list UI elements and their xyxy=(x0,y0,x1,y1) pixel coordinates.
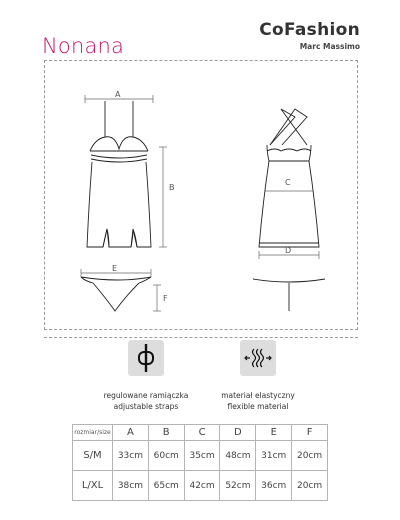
table-cell: 20cm xyxy=(292,471,328,501)
table-cell: 20cm xyxy=(292,441,328,471)
col-header-c: C xyxy=(184,425,220,441)
table-cell: 38cm xyxy=(113,471,149,501)
table-cell: 33cm xyxy=(113,441,149,471)
feature-label-pl: regulowane ramiączka xyxy=(103,391,189,400)
product-title: Nonana xyxy=(42,34,125,58)
chemise-front-drawing xyxy=(87,101,151,247)
measure-label-b: B xyxy=(169,183,175,192)
size-name: S/M xyxy=(73,441,113,471)
adjustable-strap-icon xyxy=(128,340,164,376)
table-cell: 48cm xyxy=(220,441,256,471)
col-header-f: F xyxy=(292,425,328,441)
size-name: L/XL xyxy=(73,471,113,501)
col-header-a: A xyxy=(113,425,149,441)
feature-label-en: flexible material xyxy=(227,402,289,411)
thong-front-drawing xyxy=(81,277,151,311)
brand-subtitle: Marc Massimo xyxy=(299,42,360,51)
brand-logo xyxy=(259,20,360,51)
feature-label-pl: materiał elastyczny xyxy=(221,391,295,400)
col-header-e: E xyxy=(256,425,292,441)
col-header-d: D xyxy=(220,425,256,441)
table-cell: 31cm xyxy=(256,441,292,471)
table-cell: 36cm xyxy=(256,471,292,501)
measure-label-d: D xyxy=(285,246,292,255)
table-cell: 65cm xyxy=(148,471,184,501)
measure-label-e: E xyxy=(112,264,118,273)
table-row xyxy=(73,441,328,471)
garment-drawings xyxy=(45,61,359,331)
thong-back-drawing xyxy=(253,279,325,311)
measurement-diagram xyxy=(44,60,358,330)
table-cell: 52cm xyxy=(220,471,256,501)
measure-label-f: F xyxy=(163,294,168,303)
measure-label-c: C xyxy=(285,178,291,187)
table-cell: 42cm xyxy=(184,471,220,501)
measure-f-line xyxy=(153,285,161,311)
size-table-corner: rozmiar/size xyxy=(73,425,113,441)
feature-adjustable-straps xyxy=(86,340,206,412)
measure-label-a: A xyxy=(115,90,121,99)
table-cell: 35cm xyxy=(184,441,220,471)
feature-flexible-material xyxy=(198,340,318,412)
size-table-header xyxy=(73,425,328,441)
elastic-material-icon xyxy=(240,340,276,376)
section-divider xyxy=(44,337,358,338)
size-table xyxy=(72,424,328,501)
brand-name: CoFashion xyxy=(259,20,360,40)
measure-b-line xyxy=(159,147,167,247)
col-header-b: B xyxy=(148,425,184,441)
table-row xyxy=(73,471,328,501)
feature-label-en: adjustable straps xyxy=(113,402,179,411)
table-cell: 60cm xyxy=(148,441,184,471)
